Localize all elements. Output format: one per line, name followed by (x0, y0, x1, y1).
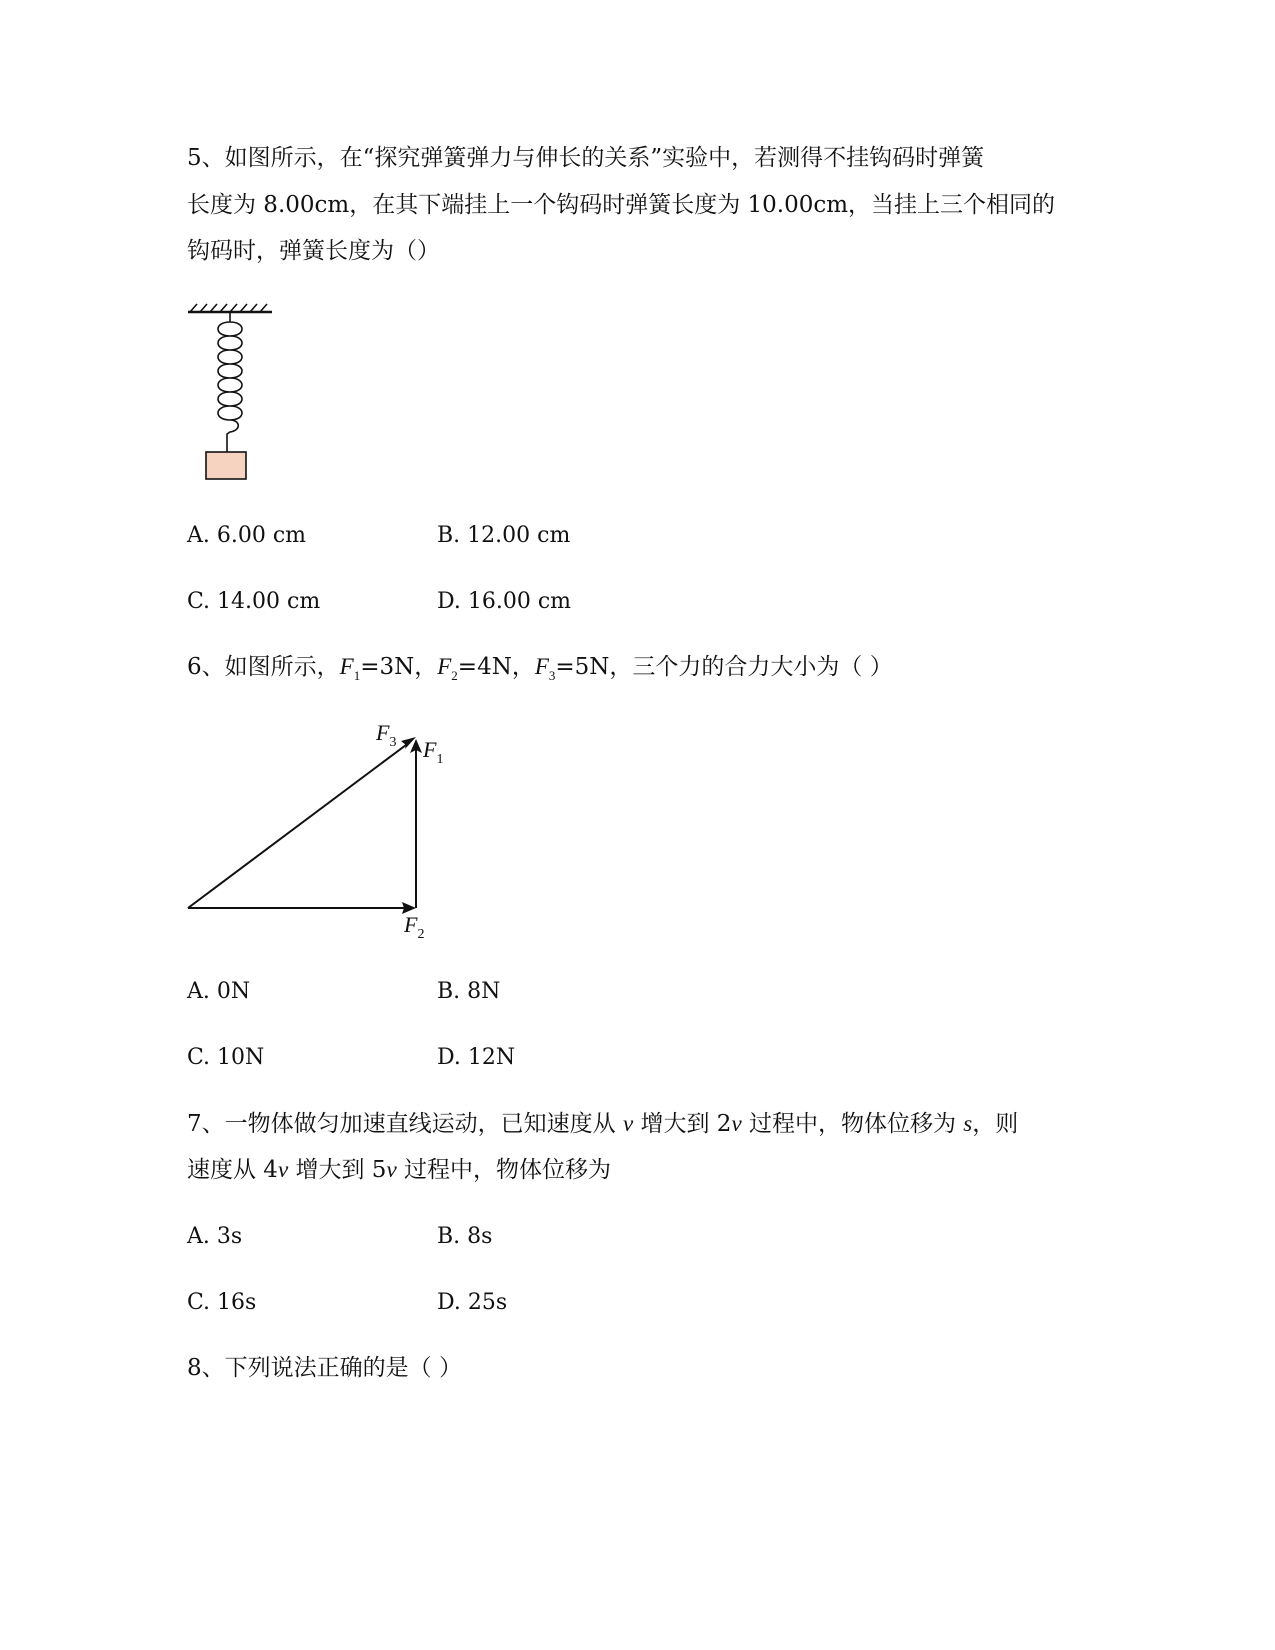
spring-coil (218, 312, 242, 452)
q6-option-b[interactable]: B. 8N (437, 979, 501, 1004)
q6-stem (187, 652, 893, 685)
q7-var-v: v (731, 1111, 742, 1136)
q5-stem-line3: 钩码时，弹簧长度为（） (187, 238, 440, 264)
q7-text: 过程中，物体位移为 (396, 1157, 611, 1183)
q7-text: 增大到 5 (288, 1157, 387, 1183)
q7-text: 过程中，物体位移为 (741, 1111, 964, 1137)
q7-stem-line1 (187, 1109, 1018, 1139)
q5-option-a[interactable]: A. 6.00 cm (187, 523, 307, 548)
q7-stem-line2 (187, 1155, 611, 1185)
q6-f2-symbol: F (437, 654, 452, 679)
q7-option-d[interactable]: D. 25s (437, 1290, 508, 1315)
q5-stem-line1: 5、如图所示，在“探究弹簧弹力与伸长的关系”实验中，若测得不挂钩码时弹簧 (187, 145, 985, 171)
q7-option-c[interactable]: C. 16s (187, 1290, 257, 1315)
q6-f1-symbol: F (339, 654, 354, 679)
q7-text: 增大到 2 (633, 1111, 732, 1137)
q8-stem: 8、下列说法正确的是（ ） (187, 1355, 462, 1381)
q7-var-v: v (277, 1157, 289, 1182)
q7-text: ，则 (972, 1111, 1019, 1137)
q6-f3-symbol: F (534, 654, 549, 679)
q6-option-c[interactable]: C. 10N (187, 1045, 265, 1070)
label-f3: $F_3$ (376, 720, 397, 750)
q7-option-a[interactable]: A. 3s (187, 1224, 243, 1249)
q7-var-s: s (963, 1111, 973, 1136)
force-f3-arrow-line (188, 742, 410, 908)
q5-stem-line2: 长度为 8.00cm，在其下端挂上一个钩码时弹簧长度为 10.00cm，当挂上三个相同的 (187, 192, 1056, 218)
q6-option-d[interactable]: D. 12N (437, 1045, 516, 1070)
q6-suffix: 三个力的合力大小为（ ） (632, 654, 893, 680)
q7-text: 7、一物体做匀加速直线运动，已知速度从 (187, 1111, 623, 1137)
q5-option-c[interactable]: C. 14.00 cm (187, 589, 321, 614)
q7-var-v: v (386, 1157, 397, 1182)
q6-f1-value: =3N， (360, 654, 438, 680)
q6-option-a[interactable]: A. 0N (187, 979, 251, 1004)
q5-option-b[interactable]: B. 12.00 cm (437, 523, 571, 548)
label-f1: $F_1$ (423, 737, 444, 767)
q6-f1-subscript: 1 (353, 668, 361, 683)
q7-text: 速度从 4 (187, 1157, 278, 1183)
q7-var-v: v (622, 1111, 634, 1136)
hanging-weight-block (206, 452, 246, 479)
q6-prefix: 6、如图所示， (187, 654, 340, 680)
q6-f2-value: =4N， (457, 654, 535, 680)
q7-option-b[interactable]: B. 8s (437, 1224, 493, 1249)
q6-f3-subscript: 3 (548, 668, 556, 683)
force-triangle-figure (180, 715, 460, 945)
spring-figure (180, 300, 290, 490)
q5-option-d[interactable]: D. 16.00 cm (437, 589, 571, 614)
q6-f2-subscript: 2 (451, 668, 458, 683)
q6-f3-value: =5N， (555, 654, 633, 680)
label-f2: $F_2$ (404, 912, 425, 942)
